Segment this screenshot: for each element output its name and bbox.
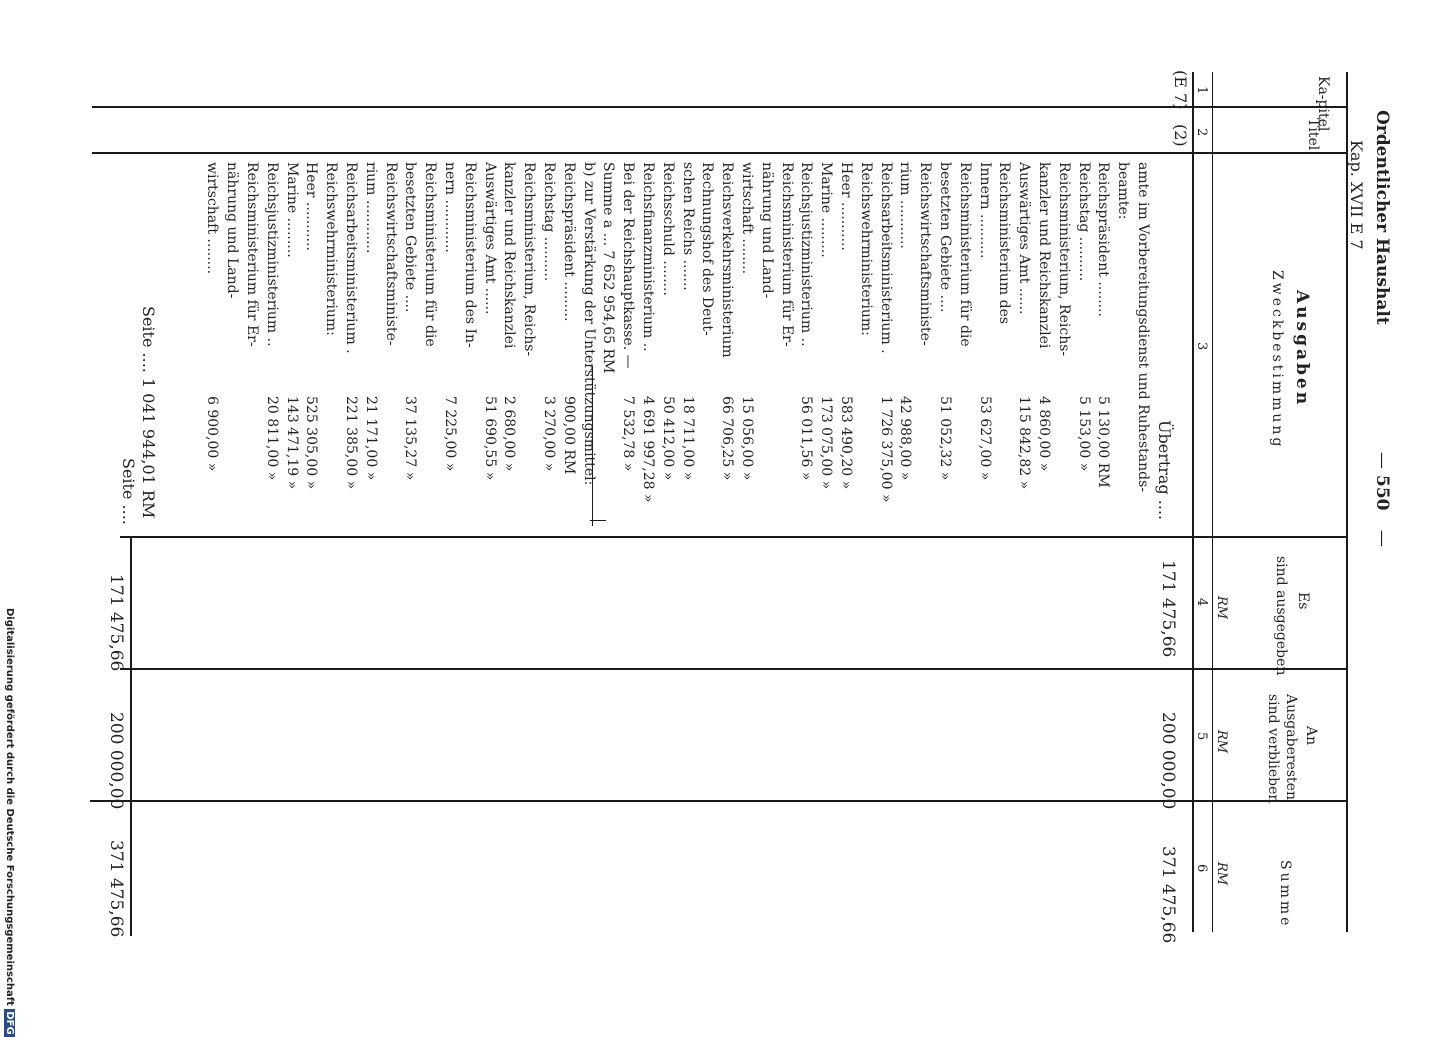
seite-col6: 371 475,66	[106, 840, 126, 938]
row-label: amte im Vorbereitungsdienst und Ruhestands-	[1135, 162, 1151, 492]
seite-col5: 200 000,00	[106, 712, 126, 810]
row-value: 525 305,00 »	[303, 396, 320, 490]
row-value: 15 056,00 »	[739, 396, 755, 481]
row-value: 115 842,82 »	[1016, 396, 1033, 490]
row-label: Reichswirtschaftsministe-	[382, 162, 399, 346]
uebertrag-col4: 171 475,66	[1158, 560, 1178, 658]
col5-header-b: Ausgaberesten	[1283, 694, 1299, 800]
page-dash-top: —	[1372, 452, 1392, 469]
seite-col4: 171 475,66	[106, 574, 126, 672]
digitization-text: Digitalisierung gefördert durch die Deutsche Forschungsgemeinschaft	[4, 608, 15, 1006]
row-value: 3 270,00 »	[541, 396, 557, 472]
row-value: 6 900,00 »	[204, 396, 221, 472]
row-label: Reichsjustizministerium ..	[263, 162, 280, 347]
row-value: 1 726 375,00 »	[877, 396, 894, 503]
row-value: 900,00 RM	[560, 396, 577, 475]
row-label: nährung und Land-	[224, 162, 241, 299]
col5-header-c: sind verblieben	[1265, 694, 1281, 804]
col4-header-b: sind ausgegeben	[1273, 556, 1289, 676]
row-label: Reichsarbeitsministerium .	[877, 162, 894, 354]
row-label: Auswärtiges Amt ......	[1016, 162, 1033, 315]
col-number-2: 2	[1194, 128, 1209, 137]
row-value: 7 532,78 »	[620, 396, 637, 472]
row-label: kanzler und Reichskanzlei	[1036, 162, 1052, 349]
row-value: 173 075,00 »	[818, 396, 835, 490]
row-value: 66 706,25 »	[719, 396, 736, 481]
col6-header: Summe	[1277, 860, 1293, 929]
row-label: Reichsministerium des In-	[461, 162, 478, 348]
row-label: b) zur Verstärkung der Unterstützungsmittel:	[580, 162, 597, 486]
row-label: Rechnungshof des Deut-	[699, 162, 716, 336]
row-label: besetzten Gebiete ....	[402, 162, 419, 313]
dfg-logo: DFG	[4, 1011, 15, 1035]
row-value: 56 011,56 »	[798, 396, 815, 481]
uebertrag-col5: 200 000,00	[1158, 712, 1178, 810]
row-value: 221 385,00 »	[343, 396, 359, 490]
seite-label: Seite ....	[119, 458, 138, 525]
col-zweck-header: Zweckbestimmung	[1269, 270, 1285, 450]
row-label: rium ...........	[897, 162, 914, 249]
digitization-note	[4, 608, 14, 1037]
row-label: Innern ..........	[976, 162, 993, 259]
row-label: Reichsschuld ........	[659, 162, 676, 296]
row-label: Heer ...........	[303, 162, 320, 251]
row-value: 51 690,55 »	[481, 396, 498, 481]
row-label: Reichsministerium des	[996, 162, 1013, 325]
col-kapitel-header: Ka-pitel	[1315, 76, 1331, 132]
col-number-6: 6	[1194, 864, 1209, 873]
page-dash-bottom: —	[1372, 530, 1392, 547]
row-label: Marine .........	[283, 162, 300, 258]
row-label: Reichswehrministerium:	[857, 162, 874, 336]
row-label: besetzten Gebiete ....	[937, 162, 953, 313]
section-title: Ausgaben	[1292, 290, 1312, 408]
titel-col-rule	[92, 152, 1346, 154]
row-label: Reichsministerium für Er-	[778, 162, 795, 347]
c4-col-rule	[120, 668, 1346, 670]
row-label: Reichstag ..........	[1075, 162, 1092, 282]
row-value: 2 680,00 »	[501, 396, 518, 472]
kapitel-ref: (E 7)	[1171, 70, 1190, 110]
row-label: Reichsjustizministerium ..	[798, 162, 815, 347]
titel-ref: (2)	[1171, 124, 1190, 147]
row-label: Bei der Reichshauptkasse. —	[620, 162, 637, 369]
row-label: wirtschaft ........	[204, 162, 221, 275]
row-label: Reichsfinanzministerium ..	[640, 162, 656, 352]
col-number-3: 3	[1194, 342, 1209, 351]
row-label: nährung und Land-	[758, 162, 775, 299]
row-label: Reichstag ..........	[541, 162, 557, 282]
row-value: 18 711,00 »	[679, 396, 696, 481]
row-label: Reichsverkehrsministerium	[719, 162, 736, 358]
row-value: 143 471,19 »	[283, 396, 300, 490]
row-label: schen Reichs .......	[679, 162, 696, 291]
number-row-rule	[1212, 72, 1213, 932]
row-label: Reichsministerium, Reichs-	[521, 162, 538, 357]
col5-unit: RM	[1214, 730, 1229, 754]
row-label: Reichspräsident .........	[560, 162, 577, 322]
kapitel-col-rule-body	[92, 106, 1190, 108]
row-value: 7 225,00 »	[442, 396, 458, 472]
row-label: Reichsministerium für die	[956, 162, 973, 347]
row-value: 50 412,00 »	[659, 396, 676, 481]
row-label: kanzler und Reichskanzlei	[501, 162, 518, 349]
row-value: 583 490,20 »	[838, 396, 854, 490]
row-label: rium ............	[362, 162, 379, 254]
row-value: 42 988,00 »	[897, 396, 914, 481]
row-label: Reichswirtschaftsministe-	[917, 162, 934, 346]
header-subtitle: Kap. XVII E 7	[1347, 140, 1366, 250]
row-label: Reichsministerium, Reichs-	[1055, 162, 1072, 357]
col5-header-a: An	[1303, 726, 1319, 746]
bottom-sum-rule	[130, 536, 132, 936]
row-label: Heer ...........	[838, 162, 854, 251]
row-value: 4 691 997,28 »	[640, 396, 656, 503]
row-label: Reichsministerium für die	[422, 162, 439, 347]
header-bottom-rule	[1192, 72, 1194, 932]
row-value: 21 171,00 »	[362, 396, 379, 481]
row-value: 5 153,00 »	[1075, 396, 1092, 472]
seite-subtotal: Seite .... 1 041 944,01 RM	[139, 306, 158, 519]
col-titel-header: Titel	[1305, 118, 1321, 151]
row-label: Summe a ... 7 652 954,65 RM	[600, 162, 617, 374]
row-label: Reichsarbeitsministerium .	[343, 162, 359, 354]
row-value: 37 135,27 »	[402, 396, 419, 481]
col4-header-a: Es	[1295, 592, 1311, 610]
row-label: nern ............	[442, 162, 458, 253]
page-number: 550	[1372, 475, 1392, 511]
row-value: 51 052,32 »	[937, 396, 953, 481]
zweck-col-rule	[120, 536, 1346, 538]
row-value: 4 860,00 »	[1036, 396, 1052, 472]
row-value: 20 811,00 »	[263, 396, 280, 481]
row-label: Reichspräsident ........	[1095, 162, 1112, 317]
row-label: beamte:	[1115, 162, 1132, 220]
col-number-4: 4	[1194, 598, 1209, 607]
uebertrag-col6: 371 475,66	[1158, 846, 1178, 944]
col6-unit: RM	[1214, 862, 1229, 886]
row-label: Marine .........	[818, 162, 835, 258]
uebertrag-label: Übertrag ....	[1155, 420, 1174, 521]
row-label: Reichsministerium für Er-	[244, 162, 260, 347]
col4-unit: RM	[1214, 596, 1229, 620]
row-value: 5 130,00 RM	[1095, 396, 1112, 488]
col-number-1: 1	[1194, 86, 1209, 95]
col-number-5: 5	[1194, 732, 1209, 741]
row-value: 53 627,00 »	[976, 396, 993, 481]
row-label: Auswärtiges Amt ......	[481, 162, 498, 315]
row-label: wirtschaft ........	[739, 162, 755, 275]
header-title: Ordentlicher Haushalt	[1372, 110, 1392, 325]
row-label: Reichswehrministerium:	[323, 162, 340, 336]
